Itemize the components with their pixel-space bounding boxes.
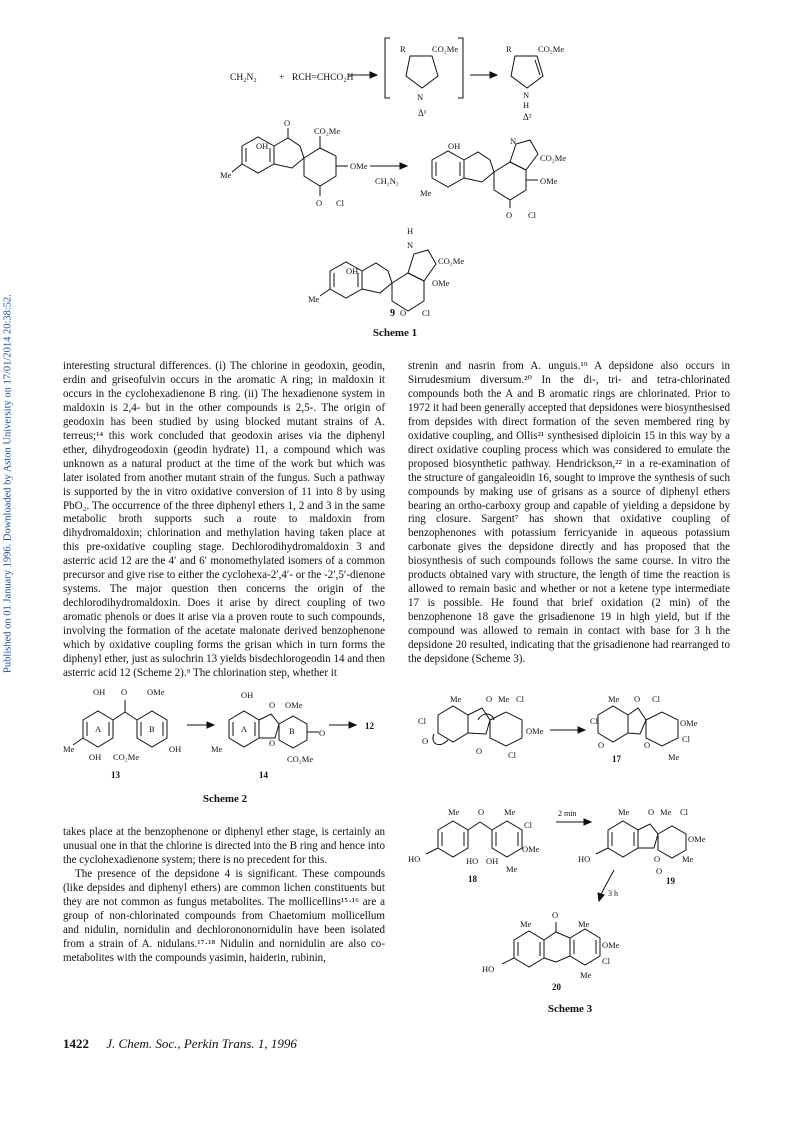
svg-text:OH: OH bbox=[93, 687, 106, 697]
svg-text:Cl: Cl bbox=[418, 716, 427, 726]
svg-text:Cl: Cl bbox=[336, 198, 345, 208]
compound-9-label: 9 bbox=[390, 308, 395, 319]
svg-text:Cl: Cl bbox=[680, 807, 689, 817]
svg-text:Cl: Cl bbox=[528, 210, 537, 220]
svg-text:Cl: Cl bbox=[508, 750, 517, 760]
svg-text:OMe: OMe bbox=[522, 844, 540, 854]
svg-text:Me: Me bbox=[580, 970, 592, 980]
svg-text:HO: HO bbox=[578, 854, 591, 864]
svg-text:Me: Me bbox=[63, 744, 75, 754]
svg-text:Me: Me bbox=[308, 294, 320, 304]
page-footer bbox=[63, 1036, 297, 1052]
svg-text:OH: OH bbox=[448, 141, 461, 151]
svg-text:+: + bbox=[279, 73, 285, 83]
svg-text:Me: Me bbox=[450, 694, 462, 704]
svg-text:Cl: Cl bbox=[590, 716, 599, 726]
svg-text:OMe: OMe bbox=[680, 718, 698, 728]
svg-text:Me: Me bbox=[498, 694, 510, 704]
svg-text:OH: OH bbox=[486, 856, 499, 866]
svg-text:O: O bbox=[319, 728, 326, 738]
svg-text:O: O bbox=[284, 118, 291, 128]
svg-text:H: H bbox=[407, 226, 414, 236]
svg-text:Me: Me bbox=[618, 807, 630, 817]
svg-text:N: N bbox=[407, 240, 414, 250]
svg-text:O: O bbox=[656, 866, 663, 876]
svg-text:HO: HO bbox=[466, 856, 479, 866]
svg-text:O: O bbox=[422, 736, 429, 746]
svg-text:Cl: Cl bbox=[602, 956, 611, 966]
svg-text:O: O bbox=[644, 740, 651, 750]
svg-text:OH: OH bbox=[346, 266, 359, 276]
svg-text:Cl: Cl bbox=[422, 308, 431, 318]
svg-text:12: 12 bbox=[365, 721, 374, 731]
svg-text:20: 20 bbox=[552, 982, 561, 992]
svg-text:OH: OH bbox=[256, 141, 269, 151]
scheme-3 bbox=[408, 690, 730, 1020]
scheme-3-caption: Scheme 3 bbox=[547, 1003, 593, 1015]
svg-text:O: O bbox=[598, 740, 605, 750]
svg-text:O: O bbox=[654, 854, 661, 864]
svg-text:CO₂Me: CO₂Me bbox=[113, 752, 140, 762]
left-para-2: takes place at the benzophenone or diphenyl ether stage, is certainly an unusual one in that the chlorine is directed into the B ring and hence into the cyclohexadienone system; there is no precedent for this. bbox=[63, 826, 385, 866]
svg-text:HO: HO bbox=[482, 964, 495, 974]
svg-text:Me: Me bbox=[448, 807, 460, 817]
svg-text:R: R bbox=[400, 44, 406, 54]
svg-text:O: O bbox=[486, 694, 493, 704]
svg-text:O: O bbox=[634, 694, 641, 704]
svg-text:13: 13 bbox=[111, 770, 120, 780]
svg-text:19: 19 bbox=[666, 876, 675, 886]
svg-text:Me: Me bbox=[520, 919, 532, 929]
svg-text:B: B bbox=[149, 724, 155, 734]
svg-text:A: A bbox=[95, 724, 102, 734]
svg-text:Me: Me bbox=[578, 919, 590, 929]
svg-text:OMe: OMe bbox=[147, 687, 165, 697]
svg-text:Me: Me bbox=[220, 170, 232, 180]
svg-text:Me: Me bbox=[506, 864, 518, 874]
journal-citation: J. Chem. Soc., Perkin Trans. 1, 1996 bbox=[106, 1036, 297, 1051]
svg-text:OMe: OMe bbox=[432, 278, 450, 288]
svg-text:3 h: 3 h bbox=[608, 889, 618, 898]
svg-text:Cl: Cl bbox=[524, 820, 533, 830]
scheme-1 bbox=[200, 28, 600, 318]
svg-text:18: 18 bbox=[468, 874, 477, 884]
svg-text:Cl: Cl bbox=[652, 694, 661, 704]
svg-text:OMe: OMe bbox=[540, 176, 558, 186]
svg-text:B: B bbox=[289, 726, 295, 736]
svg-text:O: O bbox=[121, 687, 128, 697]
svg-text:Me: Me bbox=[668, 752, 680, 762]
left-para-1: interesting structural differences. (i) The chlorine in geodoxin, geodin, erdin and griseofulvin occurs in the aromatic A ring; in maldoxin it occurs in the cyclohexadienone B ring. (ii) The hexadienone system in maldoxin is 2,4- but in the other compounds is 2,5-. The origin of geodoxin has been studied by using blocked mutant strains of A. terreus;¹⁴ this work concluded that geodoxin arises via the diphenyl ether, dihydrogeodoxin (geodin hydrate) 11, a compound which was unknown as a natural product at the time of the work but which was later isolated from another mutant strain of the fungus. Such a pathway is supported by the in vitro oxidative conversion of 11 into 8 by using PbO₂. The occurrence of the three diphenyl ethers 1, 2 and 3 in the same metabolic broth supports such a route to maldoxin from dihydromaldoxin; chlorination and methylation having taken place at this pre-oxidative coupling stage. Dechlorodihydromaldoxin 3 and asterric acid 12 are the 4′ and 6′ monomethylated isomers of a common precursor and give rise to either the cyclohexa-2′,4′- or the -2′,5′-dienone systems. The major question then concerns the origin of the dechlorodihydromaldoxin. Does it arise by direct coupling of two aromatic phenols or does it arise via a proven route to such compounds, involving the formation of the acetate malonate derived benzophenone which by oxidative coupling forms the grisan which in turn forms the diphenyl ether, just as sulochrin 13 yields bisdechlorogeodin 14 and then asterric acid 12 (Scheme 2).⁹ The chlorination step, whether it bbox=[63, 360, 386, 679]
left-column-bottom bbox=[63, 826, 385, 966]
svg-text:Me: Me bbox=[682, 854, 694, 864]
page-number: 1422 bbox=[63, 1036, 89, 1051]
svg-text:Me: Me bbox=[420, 188, 432, 198]
svg-text:17: 17 bbox=[612, 754, 621, 764]
svg-text:Me: Me bbox=[211, 744, 223, 754]
svg-text:CO₂Me: CO₂Me bbox=[540, 153, 567, 163]
scheme-2 bbox=[63, 680, 385, 800]
download-notice: Published on 01 January 1996. Downloaded by Aston University on 17/01/2014 20:38:52. bbox=[2, 294, 14, 673]
svg-text:OMe: OMe bbox=[688, 834, 706, 844]
svg-text:Δ²: Δ² bbox=[523, 112, 532, 122]
svg-text:O: O bbox=[269, 700, 276, 710]
svg-text:OH: OH bbox=[241, 690, 254, 700]
svg-text:N: N bbox=[523, 90, 530, 100]
svg-text:CO₂Me: CO₂Me bbox=[432, 44, 459, 54]
svg-text:O: O bbox=[478, 807, 485, 817]
svg-text:O: O bbox=[400, 308, 407, 318]
scheme-1-caption: Scheme 1 bbox=[372, 327, 418, 339]
svg-text:OMe: OMe bbox=[526, 726, 544, 736]
svg-text:CO₂Me: CO₂Me bbox=[538, 44, 565, 54]
scheme-2-caption: Scheme 2 bbox=[202, 793, 248, 805]
svg-text:Me: Me bbox=[504, 807, 516, 817]
left-column-top bbox=[63, 360, 385, 681]
svg-text:O: O bbox=[476, 746, 483, 756]
svg-text:O: O bbox=[506, 210, 513, 220]
left-para-3: The presence of the depsidone 4 is significant. These compounds (like depsides and diphenyl ethers) are common lichen constituents but they are not common as fungus metabolites. The mollicellins¹⁵·¹⁶ are a group of non-chlorinated compounds from Chaetomium mollicellum and nidulin, nornidulin and dechlorononornidulin have been isolated from a strain of A. nidulans.¹⁷·¹⁸ Nidulin and nornidulin are also co-metabolites with the compounds yasimin, haiderin, rubinin, bbox=[63, 867, 385, 964]
svg-text:Me: Me bbox=[660, 807, 672, 817]
svg-text:CO₂Me: CO₂Me bbox=[314, 126, 341, 136]
svg-text:R: R bbox=[506, 44, 512, 54]
svg-text:RCH=CHCO₂H: RCH=CHCO₂H bbox=[292, 73, 354, 83]
svg-text:O: O bbox=[316, 198, 323, 208]
svg-text:OMe: OMe bbox=[350, 161, 368, 171]
svg-text:CH₂N₂: CH₂N₂ bbox=[230, 73, 257, 83]
svg-text:OMe: OMe bbox=[285, 700, 303, 710]
svg-text:CH₂N₂: CH₂N₂ bbox=[375, 176, 399, 186]
svg-text:O: O bbox=[552, 910, 559, 920]
svg-text:H: H bbox=[523, 100, 530, 110]
svg-text:O: O bbox=[269, 738, 276, 748]
svg-text:A: A bbox=[241, 724, 248, 734]
svg-text:N: N bbox=[510, 136, 517, 146]
right-column bbox=[408, 360, 730, 667]
svg-text:Δ¹: Δ¹ bbox=[418, 108, 427, 118]
svg-text:Cl: Cl bbox=[682, 734, 691, 744]
svg-text:2 min: 2 min bbox=[558, 809, 577, 818]
svg-text:N: N bbox=[417, 92, 424, 102]
svg-text:OMe: OMe bbox=[602, 940, 620, 950]
svg-text:CO₂Me: CO₂Me bbox=[438, 256, 465, 266]
svg-text:HO: HO bbox=[408, 854, 421, 864]
svg-text:OH: OH bbox=[169, 744, 182, 754]
svg-text:Cl: Cl bbox=[516, 694, 525, 704]
svg-text:OH: OH bbox=[89, 752, 102, 762]
svg-text:14: 14 bbox=[259, 770, 268, 780]
svg-text:CO₂Me: CO₂Me bbox=[287, 754, 314, 764]
right-para-1: strenin and nasrin from A. unguis.¹⁹ A depsidone also occurs in Sirrudesmium diversum.²⁰ In the di-, tri- and tetra-chlorinated compounds both the A and B aromatic rings are chlorinated. Prior to 1972 it had been generally accepted that depsidones were biosynthesised from depsides with direct formation of the seven membered ring by oxidative coupling, and Ollis²¹ synthesised diploicin 15 in this way by a direct oxidative coupling process which was considered to emulate the proposed biosynthetic pathway. Hendrickson,²² in a re-examination of the structure of gangaleoidin 16, sought to improve the synthesis of such compounds by making use of grisans as a source of diphenyl ethers bearing an ortho-carboxy group and capable of yielding a depsidone by ring closure. Sargent⁷ has shown that oxidative coupling of benzophenones with potassium ferricyanide in aqueous potassium carbonate gives the depsidone directly and has proposed that the biosynthesis of such compounds follows the same course. In vitro the products obtained vary with structure, the length of time the reaction is allowed to remain basic and whether or not a ketene type intermediate 17 is possible. He found that brief oxidation (2 min) of the benzophenone 18 gave the grisadienone 19 in high yield, but if the compound was allowed to remain in contact with base for 3 h the depsidone 20 resulted, indicating that the grisadienone had rearranged to the depsidone (Scheme 3). bbox=[408, 360, 730, 666]
svg-text:O: O bbox=[648, 807, 655, 817]
svg-text:Me: Me bbox=[608, 694, 620, 704]
